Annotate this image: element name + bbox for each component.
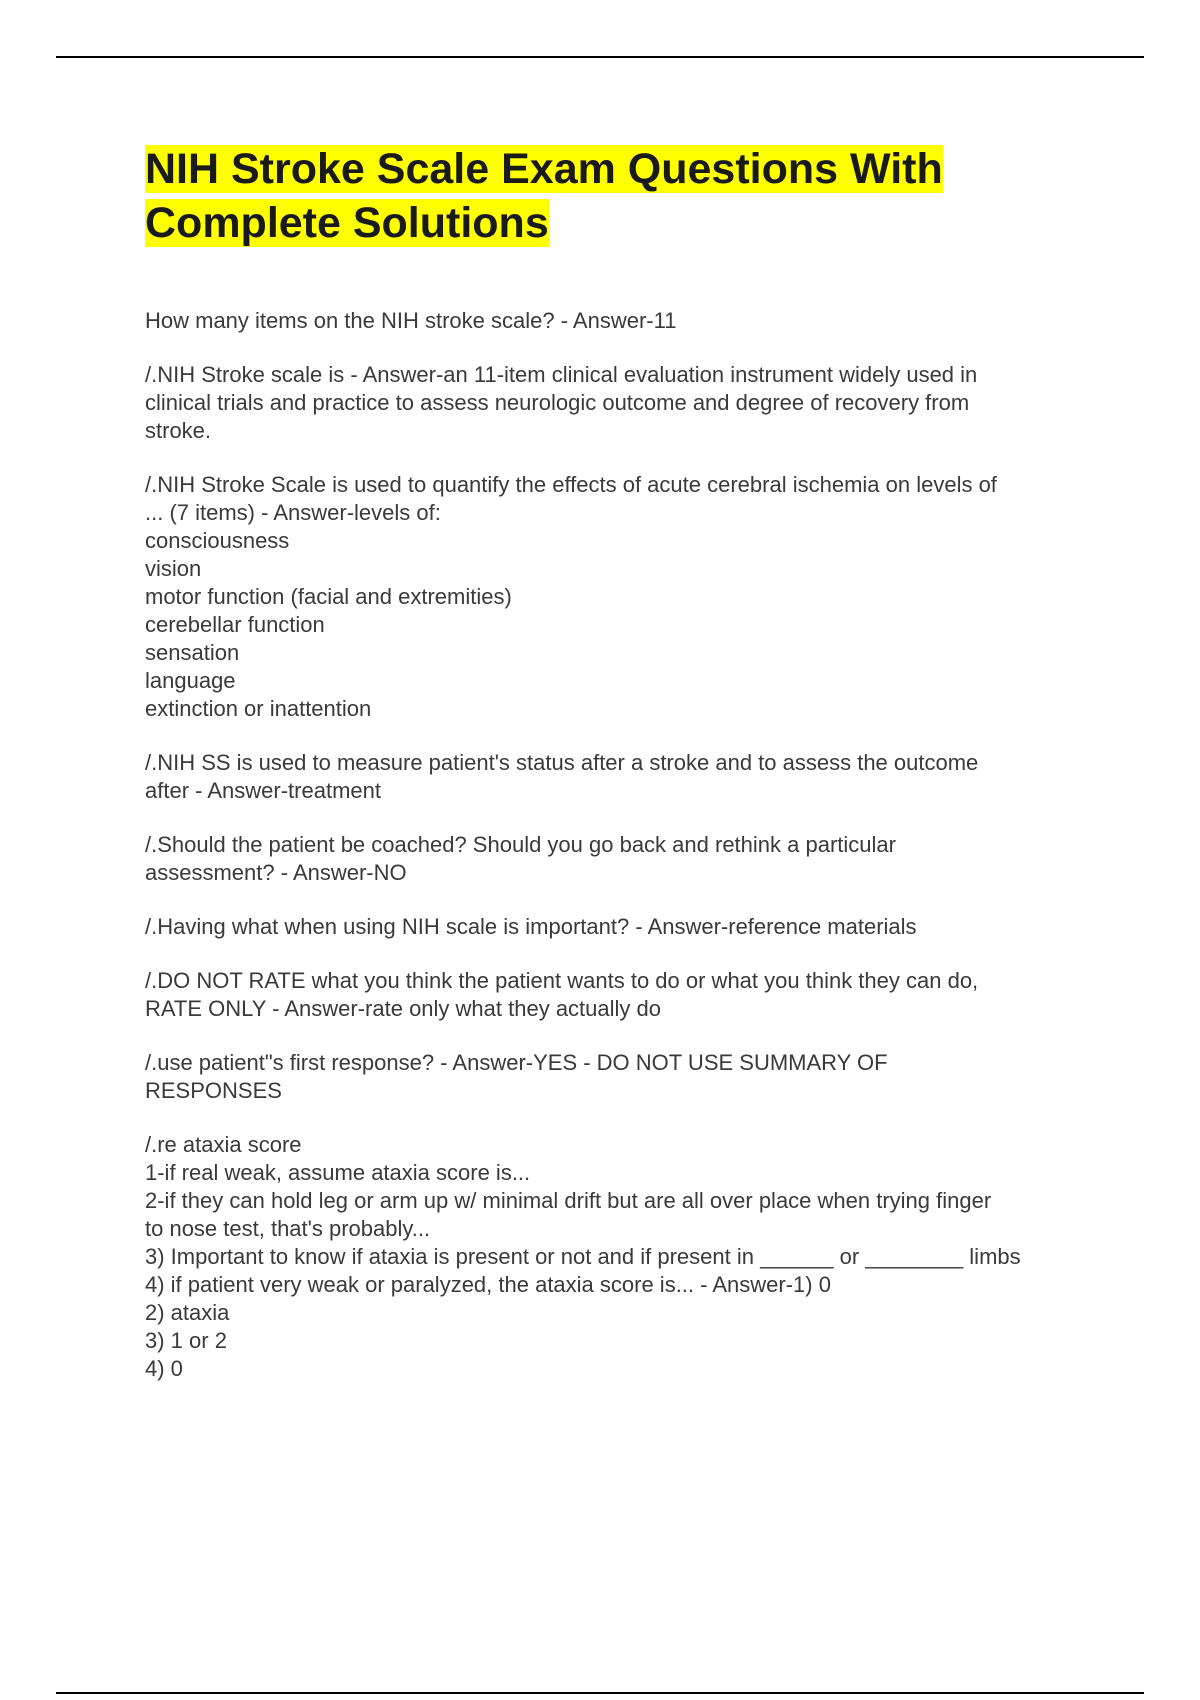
qa-line: 4) if patient very weak or paralyzed, the ataxia score is... - Answer-1) 0: [145, 1272, 831, 1297]
qa-line: RESPONSES: [145, 1078, 282, 1103]
qa-item: [145, 913, 1090, 941]
qa-item: [145, 831, 1090, 887]
qa-line: after - Answer-treatment: [145, 778, 381, 803]
qa-line: /.Should the patient be coached? Should you go back and rethink a particular: [145, 832, 896, 857]
qa-line: cerebellar function: [145, 612, 325, 637]
top-rule: [56, 56, 1144, 58]
qa-list: [145, 307, 1090, 1383]
qa-line: 3) 1 or 2: [145, 1328, 227, 1353]
qa-item: [145, 471, 1090, 723]
qa-line: 2-if they can hold leg or arm up w/ minimal drift but are all over place when trying finger: [145, 1188, 992, 1213]
qa-line: ... (7 items) - Answer-levels of:: [145, 500, 441, 525]
qa-line: /.re ataxia score: [145, 1132, 302, 1157]
qa-line: to nose test, that's probably...: [145, 1216, 431, 1241]
qa-line: /.NIH SS is used to measure patient's status after a stroke and to assess the outcome: [145, 750, 979, 775]
qa-line: vision: [145, 556, 202, 581]
qa-item: [145, 967, 1090, 1023]
qa-line: /.Having what when using NIH scale is important? - Answer-reference materials: [145, 914, 917, 939]
qa-line: /.NIH Stroke scale is - Answer-an 11-item clinical evaluation instrument widely used in: [145, 362, 978, 387]
qa-line: /.use patient"s first response? - Answer-YES - DO NOT USE SUMMARY OF: [145, 1050, 888, 1075]
qa-line: consciousness: [145, 528, 290, 553]
qa-line: /.DO NOT RATE what you think the patient wants to do or what you think they can do,: [145, 968, 979, 993]
qa-line: How many items on the NIH stroke scale? - Answer-11: [145, 308, 677, 333]
qa-item: [145, 307, 1090, 335]
title-line-2: Complete Solutions: [145, 199, 549, 247]
qa-item: [145, 1131, 1090, 1383]
title-line-1: NIH Stroke Scale Exam Questions With: [145, 145, 943, 193]
document-body: [145, 142, 1090, 1409]
qa-item: [145, 749, 1090, 805]
qa-line: 2) ataxia: [145, 1300, 230, 1325]
qa-line: 4) 0: [145, 1356, 183, 1381]
qa-line: language: [145, 668, 236, 693]
qa-line: motor function (facial and extremities): [145, 584, 512, 609]
qa-line: /.NIH Stroke Scale is used to quantify the effects of acute cerebral ischemia on levels of: [145, 472, 997, 497]
qa-item: [145, 1049, 1090, 1105]
qa-line: 1-if real weak, assume ataxia score is...: [145, 1160, 531, 1185]
qa-item: [145, 361, 1090, 445]
qa-line: extinction or inattention: [145, 696, 372, 721]
qa-line: clinical trials and practice to assess neurologic outcome and degree of recovery from: [145, 390, 970, 415]
bottom-rule: [56, 1692, 1144, 1694]
qa-line: RATE ONLY - Answer-rate only what they actually do: [145, 996, 662, 1021]
qa-line: stroke.: [145, 418, 212, 443]
qa-line: sensation: [145, 640, 240, 665]
qa-line: assessment? - Answer-NO: [145, 860, 407, 885]
qa-line: 3) Important to know if ataxia is present or not and if present in ______ or ________ limbs: [145, 1244, 1021, 1269]
document-title: [145, 142, 1090, 250]
